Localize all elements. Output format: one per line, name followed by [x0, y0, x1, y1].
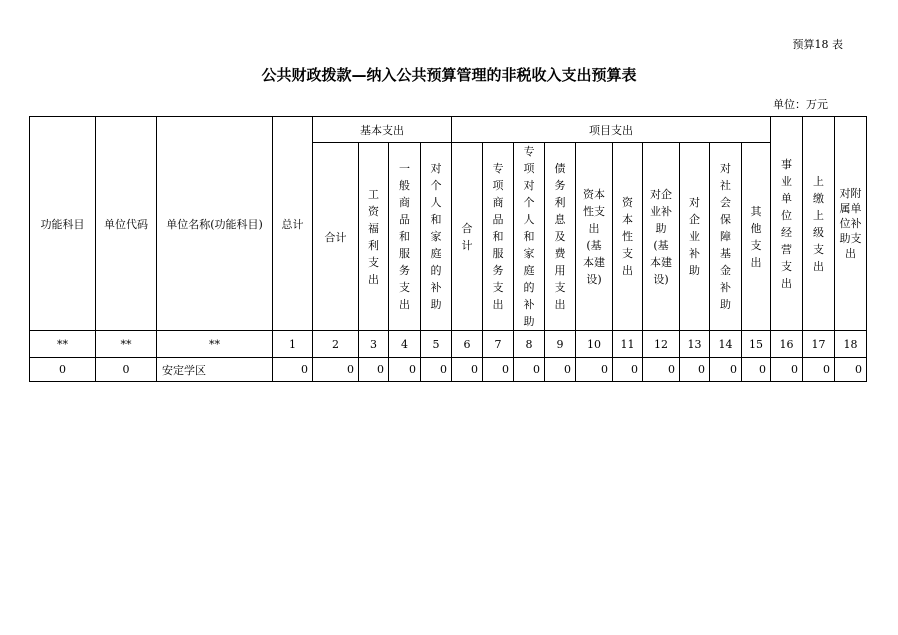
data-value: 0 [359, 358, 389, 382]
column-number: 13 [680, 331, 710, 358]
data-value: 0 [514, 358, 545, 382]
header-total: 总计 [273, 117, 313, 331]
header-basic-col: 工资福利支出 [359, 143, 389, 331]
data-func-subject: 0 [30, 358, 96, 382]
data-value: 0 [680, 358, 710, 382]
data-unit-code: 0 [96, 358, 157, 382]
column-number: 15 [742, 331, 771, 358]
table-row [30, 358, 867, 382]
column-number: 5 [421, 331, 452, 358]
header-project-col: 专项商品和服务支出 [483, 143, 514, 331]
form-number: 预算18 表 [792, 38, 843, 51]
column-number: 3 [359, 331, 389, 358]
header-project-col: 对企业补助(基本建设) [643, 143, 680, 331]
data-value: 0 [710, 358, 742, 382]
column-number: 16 [771, 331, 803, 358]
data-value: 0 [421, 358, 452, 382]
data-value: 0 [835, 358, 867, 382]
data-value: 0 [576, 358, 613, 382]
column-number: 17 [803, 331, 835, 358]
header-basic-group: 基本支出 [313, 117, 452, 143]
column-number: 12 [643, 331, 680, 358]
header-unit-code: 单位代码 [96, 117, 157, 331]
header-project-col: 合计 [452, 143, 483, 331]
header-basic-col: 对个人和家庭的补助 [421, 143, 452, 331]
data-value: 0 [643, 358, 680, 382]
header-project-col: 其他支出 [742, 143, 771, 331]
data-value: 0 [313, 358, 359, 382]
data-value: 0 [742, 358, 771, 382]
data-value: 0 [483, 358, 514, 382]
header-project-col: 专项对个人和家庭的补助 [514, 143, 545, 331]
data-value: 0 [803, 358, 835, 382]
column-number: 2 [313, 331, 359, 358]
column-number: 10 [576, 331, 613, 358]
column-number: 1 [273, 331, 313, 358]
marker-cell: ** [96, 331, 157, 358]
data-value: 0 [452, 358, 483, 382]
header-basic-col: 一般商品和服务支出 [389, 143, 421, 331]
budget-table [29, 116, 867, 382]
column-number: 6 [452, 331, 483, 358]
header-extra-col: 对附属单位补助支出 [835, 117, 867, 331]
data-value: 0 [389, 358, 421, 382]
header-project-group: 项目支出 [452, 117, 771, 143]
data-unit-name: 安定学区 [157, 358, 273, 382]
column-number: 8 [514, 331, 545, 358]
data-value: 0 [273, 358, 313, 382]
header-project-col: 对企业补助 [680, 143, 710, 331]
column-number: 9 [545, 331, 576, 358]
page-title: 公共财政拨款—纳入公共预算管理的非税收入支出预算表 [261, 66, 637, 84]
data-value: 0 [613, 358, 643, 382]
header-project-col: 对社会保障基金补助 [710, 143, 742, 331]
unit-label: 单位：万元 [773, 98, 828, 111]
header-project-col: 资本性支出 [613, 143, 643, 331]
column-number: 11 [613, 331, 643, 358]
column-number: 4 [389, 331, 421, 358]
data-value: 0 [771, 358, 803, 382]
column-number: 7 [483, 331, 514, 358]
column-number: 14 [710, 331, 742, 358]
header-extra-col: 事业单位经营支出 [771, 117, 803, 331]
header-func-subject: 功能科目 [30, 117, 96, 331]
header-unit-name: 单位名称(功能科目) [157, 117, 273, 331]
marker-cell: ** [157, 331, 273, 358]
header-basic-col: 合计 [313, 143, 359, 331]
header-project-col: 资本性支出(基本建设) [576, 143, 613, 331]
marker-cell: ** [30, 331, 96, 358]
header-project-col: 债务利息及费用支出 [545, 143, 576, 331]
header-extra-col: 上缴上级支出 [803, 117, 835, 331]
data-value: 0 [545, 358, 576, 382]
column-number: 18 [835, 331, 867, 358]
